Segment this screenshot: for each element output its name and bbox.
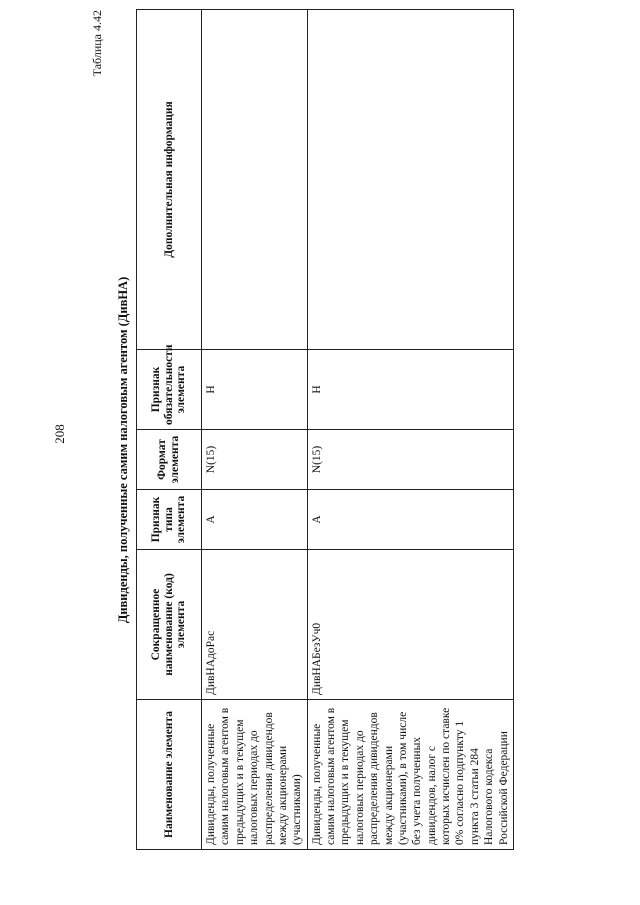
cell-name: Дивиденды, полученные самим налоговым агентом в предыдущих и в текущем налоговых периодах до распределения дивидендов между акционерами (участниками) <box>202 700 308 850</box>
table-row <box>307 10 513 850</box>
cell-required: Н <box>307 350 513 430</box>
elements-table <box>136 9 514 850</box>
cell-code: ДивНАБезУч0 <box>307 550 513 700</box>
caption-row <box>90 10 110 890</box>
cell-type: А <box>307 490 513 550</box>
table-title: Дивиденды, полученные самим налоговым агентом (ДивНА) <box>116 276 130 624</box>
header-element-type: Признак типа элемента <box>137 490 202 550</box>
table-row <box>202 10 308 850</box>
header-element-name: Наименование элемента <box>137 700 202 850</box>
cell-code: ДивНАдоРас <box>202 550 308 700</box>
header-element-required: Признак обязательности элемента <box>137 350 202 430</box>
cell-info <box>307 10 513 350</box>
cell-format: N(15) <box>202 430 308 490</box>
cell-type: А <box>202 490 308 550</box>
header-element-format: Формат элемента <box>137 430 202 490</box>
header-element-code: Сокращенное наименование (код) элемента <box>137 550 202 700</box>
cell-format: N(15) <box>307 430 513 490</box>
cell-required: Н <box>202 350 308 430</box>
rotated-page-content <box>90 10 510 890</box>
cell-name: Дивиденды, полученные самим налоговым агентом в предыдущих и в текущем налоговых периодах до распределения дивидендов между акционерами (участниками), в том числе без учета полученных дивидендов, налог с которых исчислен по ставке 0% согласно подпункту 1 пункта 3 статьи 284 Налогового кодекса Российской Федерации <box>307 700 513 850</box>
page-number: 208 <box>52 424 67 444</box>
table-header-row <box>137 10 202 850</box>
table-number: Таблица 4.42 <box>90 10 104 77</box>
cell-info <box>202 10 308 350</box>
header-additional-info: Дополнительная информация <box>137 10 202 350</box>
